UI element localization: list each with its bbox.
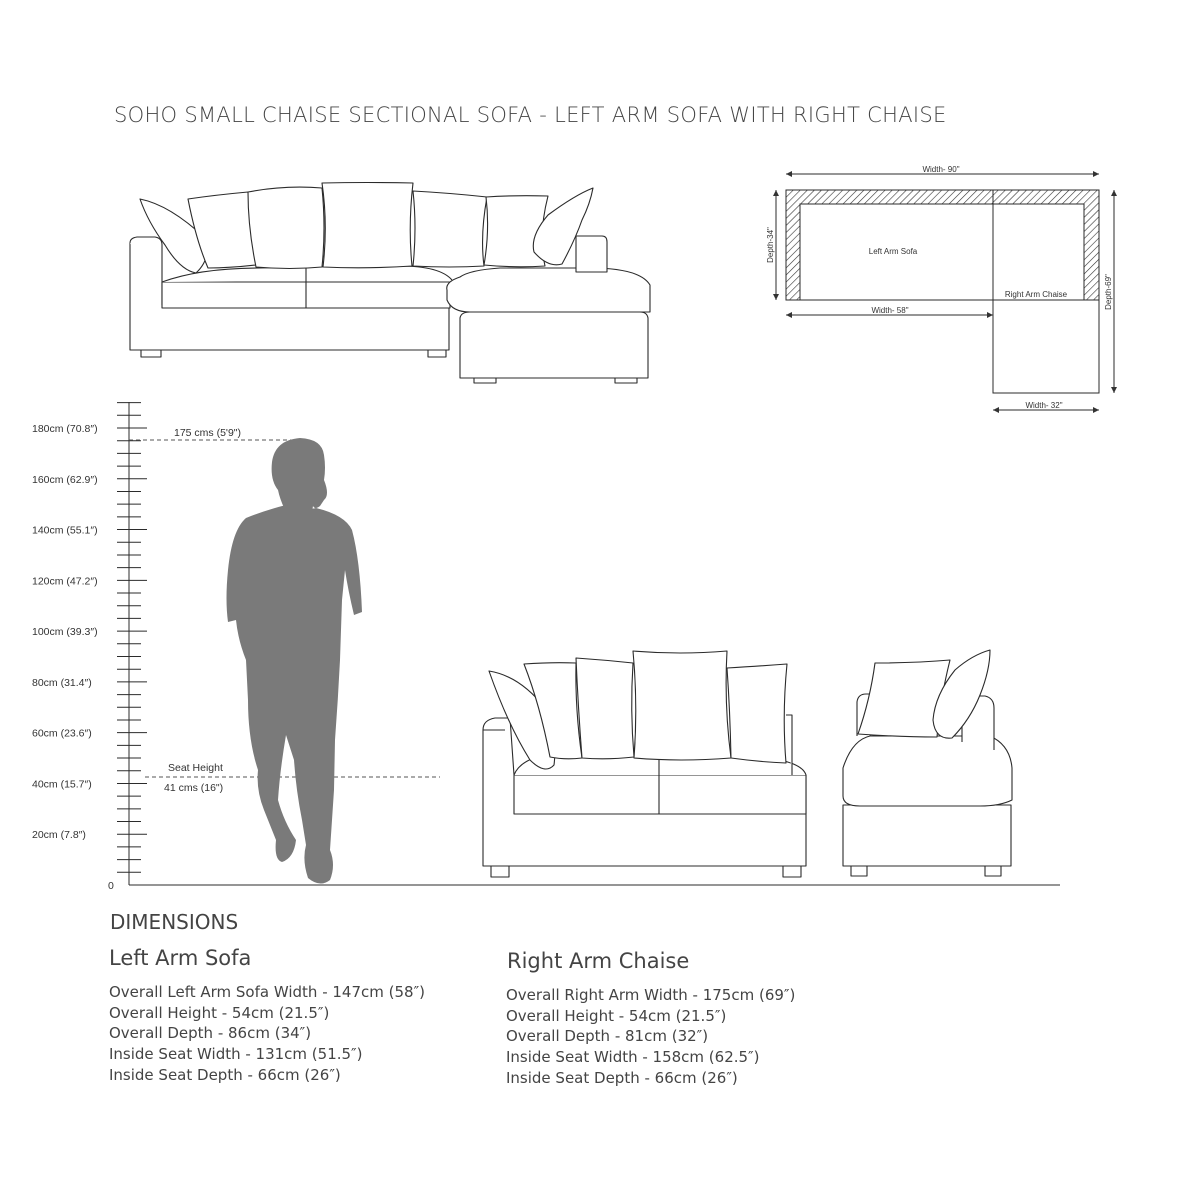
scale-ticks [117, 403, 147, 873]
spec-line: Inside Seat Depth - 66cm (26″) [109, 1065, 341, 1084]
spec-line: Overall Right Arm Width - 175cm (69″) [506, 986, 796, 1004]
spec-line: Inside Seat Width - 158cm (62.5″) [506, 1048, 760, 1067]
left-arm-sofa-title: Left Arm Sofa [109, 946, 252, 970]
spec-line: Overall Depth - 86cm (34″) [109, 1024, 312, 1043]
spec-line: Inside Seat Depth - 66cm (26″) [506, 1068, 738, 1087]
scale-zero-label: 0 [108, 880, 114, 892]
person-height-label: 175 cms (5'9") [174, 427, 242, 439]
scale-tick-label: 20cm (7.8″) [32, 829, 86, 842]
dimensions-heading: DIMENSIONS [110, 910, 239, 934]
scale-tick-label: 180cm (70.8″) [32, 423, 98, 435]
scale-tick-labels [32, 423, 98, 841]
scale-tick-label: 100cm (39.3″) [32, 626, 98, 639]
left-arm-sofa-front [483, 651, 806, 877]
plan-label-chaise: Right Arm Chaise [1004, 290, 1068, 299]
plan-depth-left: Depth-34" [766, 227, 775, 263]
page-title: SOHO SMALL CHAISE SECTIONAL SOFA - LEFT ARM SOFA WITH RIGHT CHAISE [114, 103, 947, 127]
scale-tick-label: 160cm (62.9″) [32, 473, 98, 486]
right-arm-chaise-title: Right Arm Chaise [507, 949, 690, 973]
scale-tick-label: 80cm (31.4″) [32, 676, 92, 689]
right-arm-chaise-specs [506, 985, 795, 1089]
seat-height-label: Seat Height [168, 762, 223, 774]
plan-label-sofa: Left Arm Sofa [868, 247, 918, 256]
scale-tick-label: 60cm (23.6″) [32, 727, 92, 740]
spec-line: Overall Height - 54cm (21.5″) [506, 1006, 727, 1025]
spec-line: Overall Height - 54cm (21.5″) [109, 1003, 330, 1022]
scale-tick-label: 40cm (15.7″) [32, 778, 92, 791]
spec-line: Overall Depth - 81cm (32″) [506, 1027, 709, 1046]
scale-tick-label: 140cm (55.1″) [32, 524, 98, 537]
spec-line: Inside Seat Width - 131cm (51.5″) [109, 1045, 363, 1064]
left-arm-sofa-specs [109, 982, 425, 1086]
right-arm-chaise-side [843, 650, 1012, 876]
sectional-sofa-drawing [130, 183, 650, 384]
plan-width-sofa: Width- 58" [871, 306, 909, 315]
seat-height-value: 41 cms (16") [164, 782, 224, 794]
spec-line: Overall Left Arm Sofa Width - 147cm (58″) [109, 983, 426, 1001]
plan-depth-right: Depth-69" [1104, 274, 1113, 310]
person-silhouette [227, 438, 363, 884]
plan-width-chaise: Width- 32" [1025, 401, 1063, 410]
scale-tick-label: 120cm (47.2″) [32, 575, 98, 588]
plan-width-total: Width- 90" [922, 165, 960, 174]
